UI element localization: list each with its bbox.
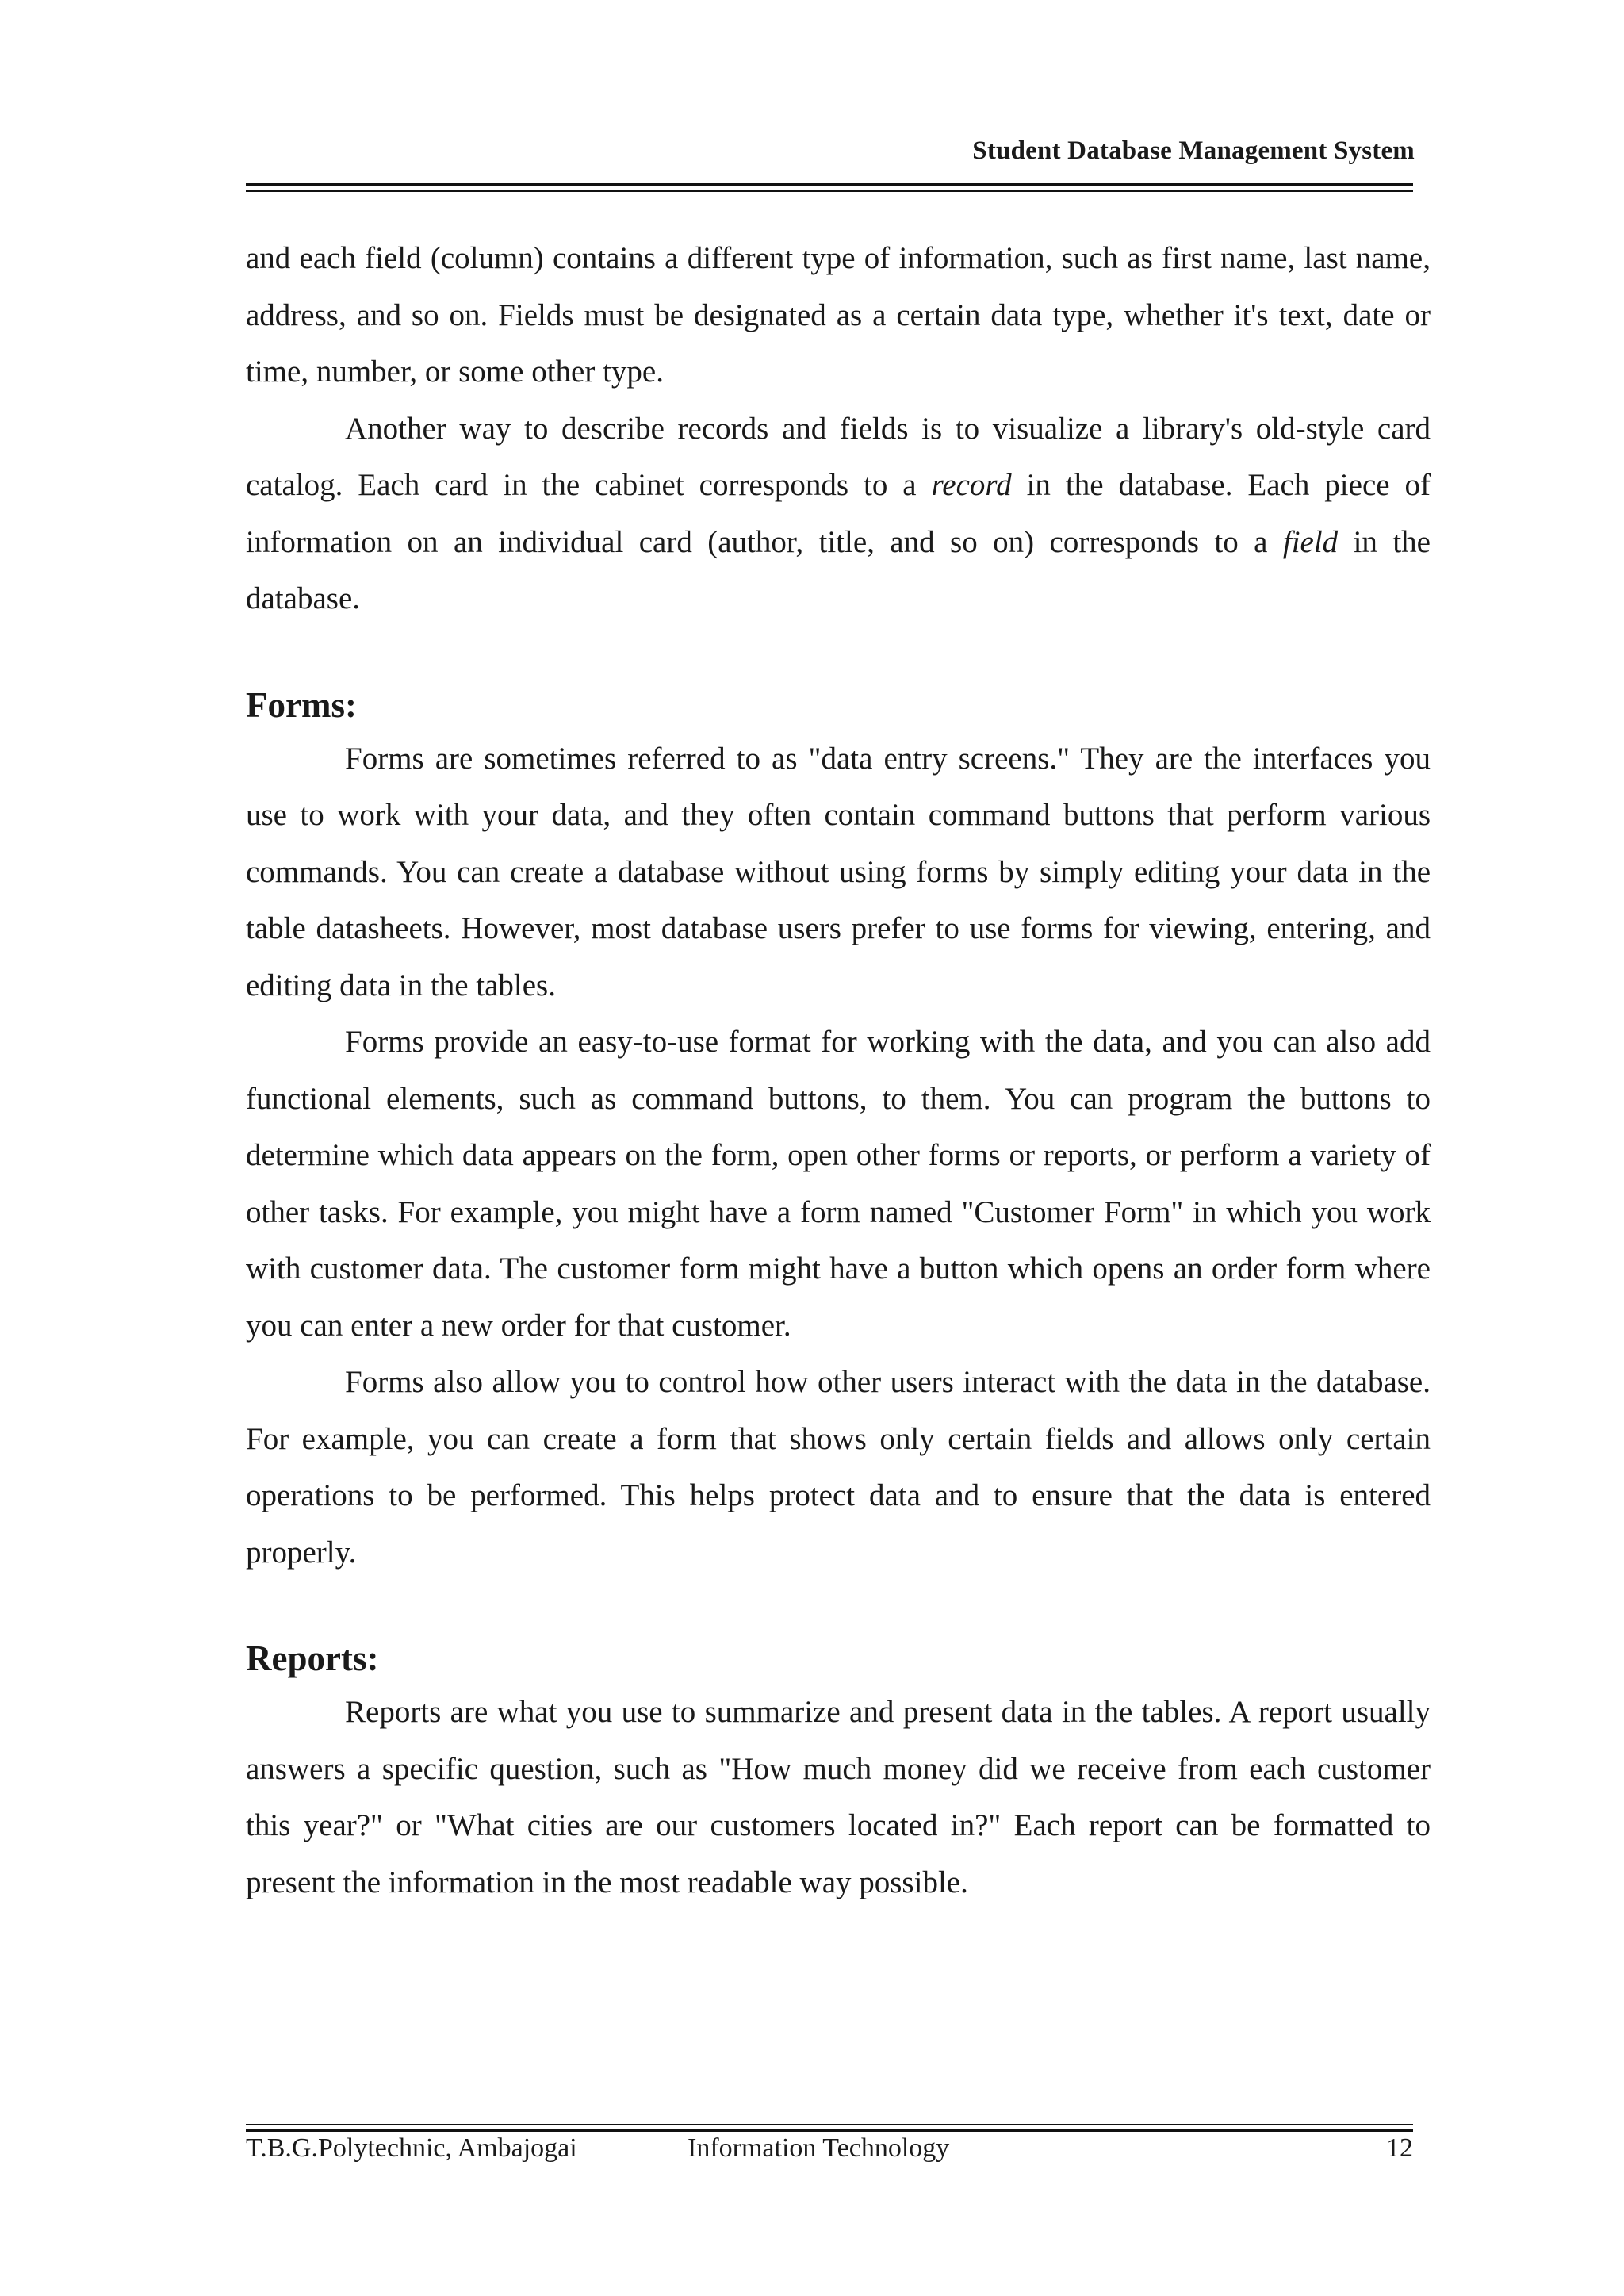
- paragraph-text: in the database. Each piece of information on an individual card (author, title, and so on) corresponds to a: [246, 468, 1431, 559]
- emphasis-field: field: [1282, 524, 1339, 559]
- footer-rule-thick: [246, 2129, 1413, 2132]
- emphasis-record: record: [931, 468, 1012, 502]
- footer-rule-thin: [246, 2124, 1413, 2125]
- paragraph-records-fields: [246, 401, 1431, 627]
- forms-paragraph-3: Forms also allow you to control how other users interact with the data in the database. For example, you can create a form that shows only certain fields and allows only certain operations to be performed. This helps protect data and to ensure that the data is entered properly.: [246, 1365, 1431, 1570]
- paragraph-text: in the database.: [246, 524, 1431, 615]
- page-number: 12: [1386, 2133, 1413, 2163]
- reports-paragraph-1: Reports are what you use to summarize and present data in the tables. A report usually answers a specific question, such as "How much money did we receive from each customer this year?" or "What cities are our customers located in?" Each report can be formatted to present the information in the most readable way possible.: [246, 1695, 1431, 1899]
- forms-heading: Forms:: [246, 684, 357, 725]
- forms-paragraph-2: Forms provide an easy-to-use format for working with the data, and you can also add functional elements, such as command buttons, to them. You can program the buttons to determine which data appears on the form, open other forms or reports, or perform a variety of other tasks. For example, you might have a form named "Customer Form" in which you work with customer data. The customer form might have a button which opens an order form where you can enter a new order for that customer.: [246, 1025, 1431, 1343]
- paragraph-continuation: and each field (column) contains a different type of information, such as first name, last name, address, and so on. Fields must be designated as a certain data type, whether it's text, date or time, number, or some other type.: [246, 241, 1431, 389]
- running-header-title: Student Database Management System: [972, 136, 1415, 165]
- paragraph-text: Another way to describe records and fields is to visualize a library's old-style card catalog. Each card in the cabinet corresponds to a: [246, 411, 1431, 502]
- forms-paragraph-1: Forms are sometimes referred to as "data entry screens." They are the interfaces you use to work with your data, and they often contain command buttons that perform various commands. You can create a database without using forms by simply editing your data in the table datasheets. However, most database users prefer to use forms for viewing, entering, and editing data in the tables.: [246, 741, 1431, 1002]
- header-rule-thin: [246, 190, 1413, 192]
- footer-department: Information Technology: [688, 2133, 950, 2163]
- section-gap: [246, 1581, 1431, 1633]
- header-rule-thick: [246, 183, 1413, 186]
- reports-heading: Reports:: [246, 1639, 379, 1678]
- page-footer: [246, 2133, 1413, 2175]
- section-gap: [246, 627, 1431, 680]
- page-content: [246, 230, 1431, 1911]
- footer-institution: T.B.G.Polytechnic, Ambajogai: [246, 2133, 577, 2163]
